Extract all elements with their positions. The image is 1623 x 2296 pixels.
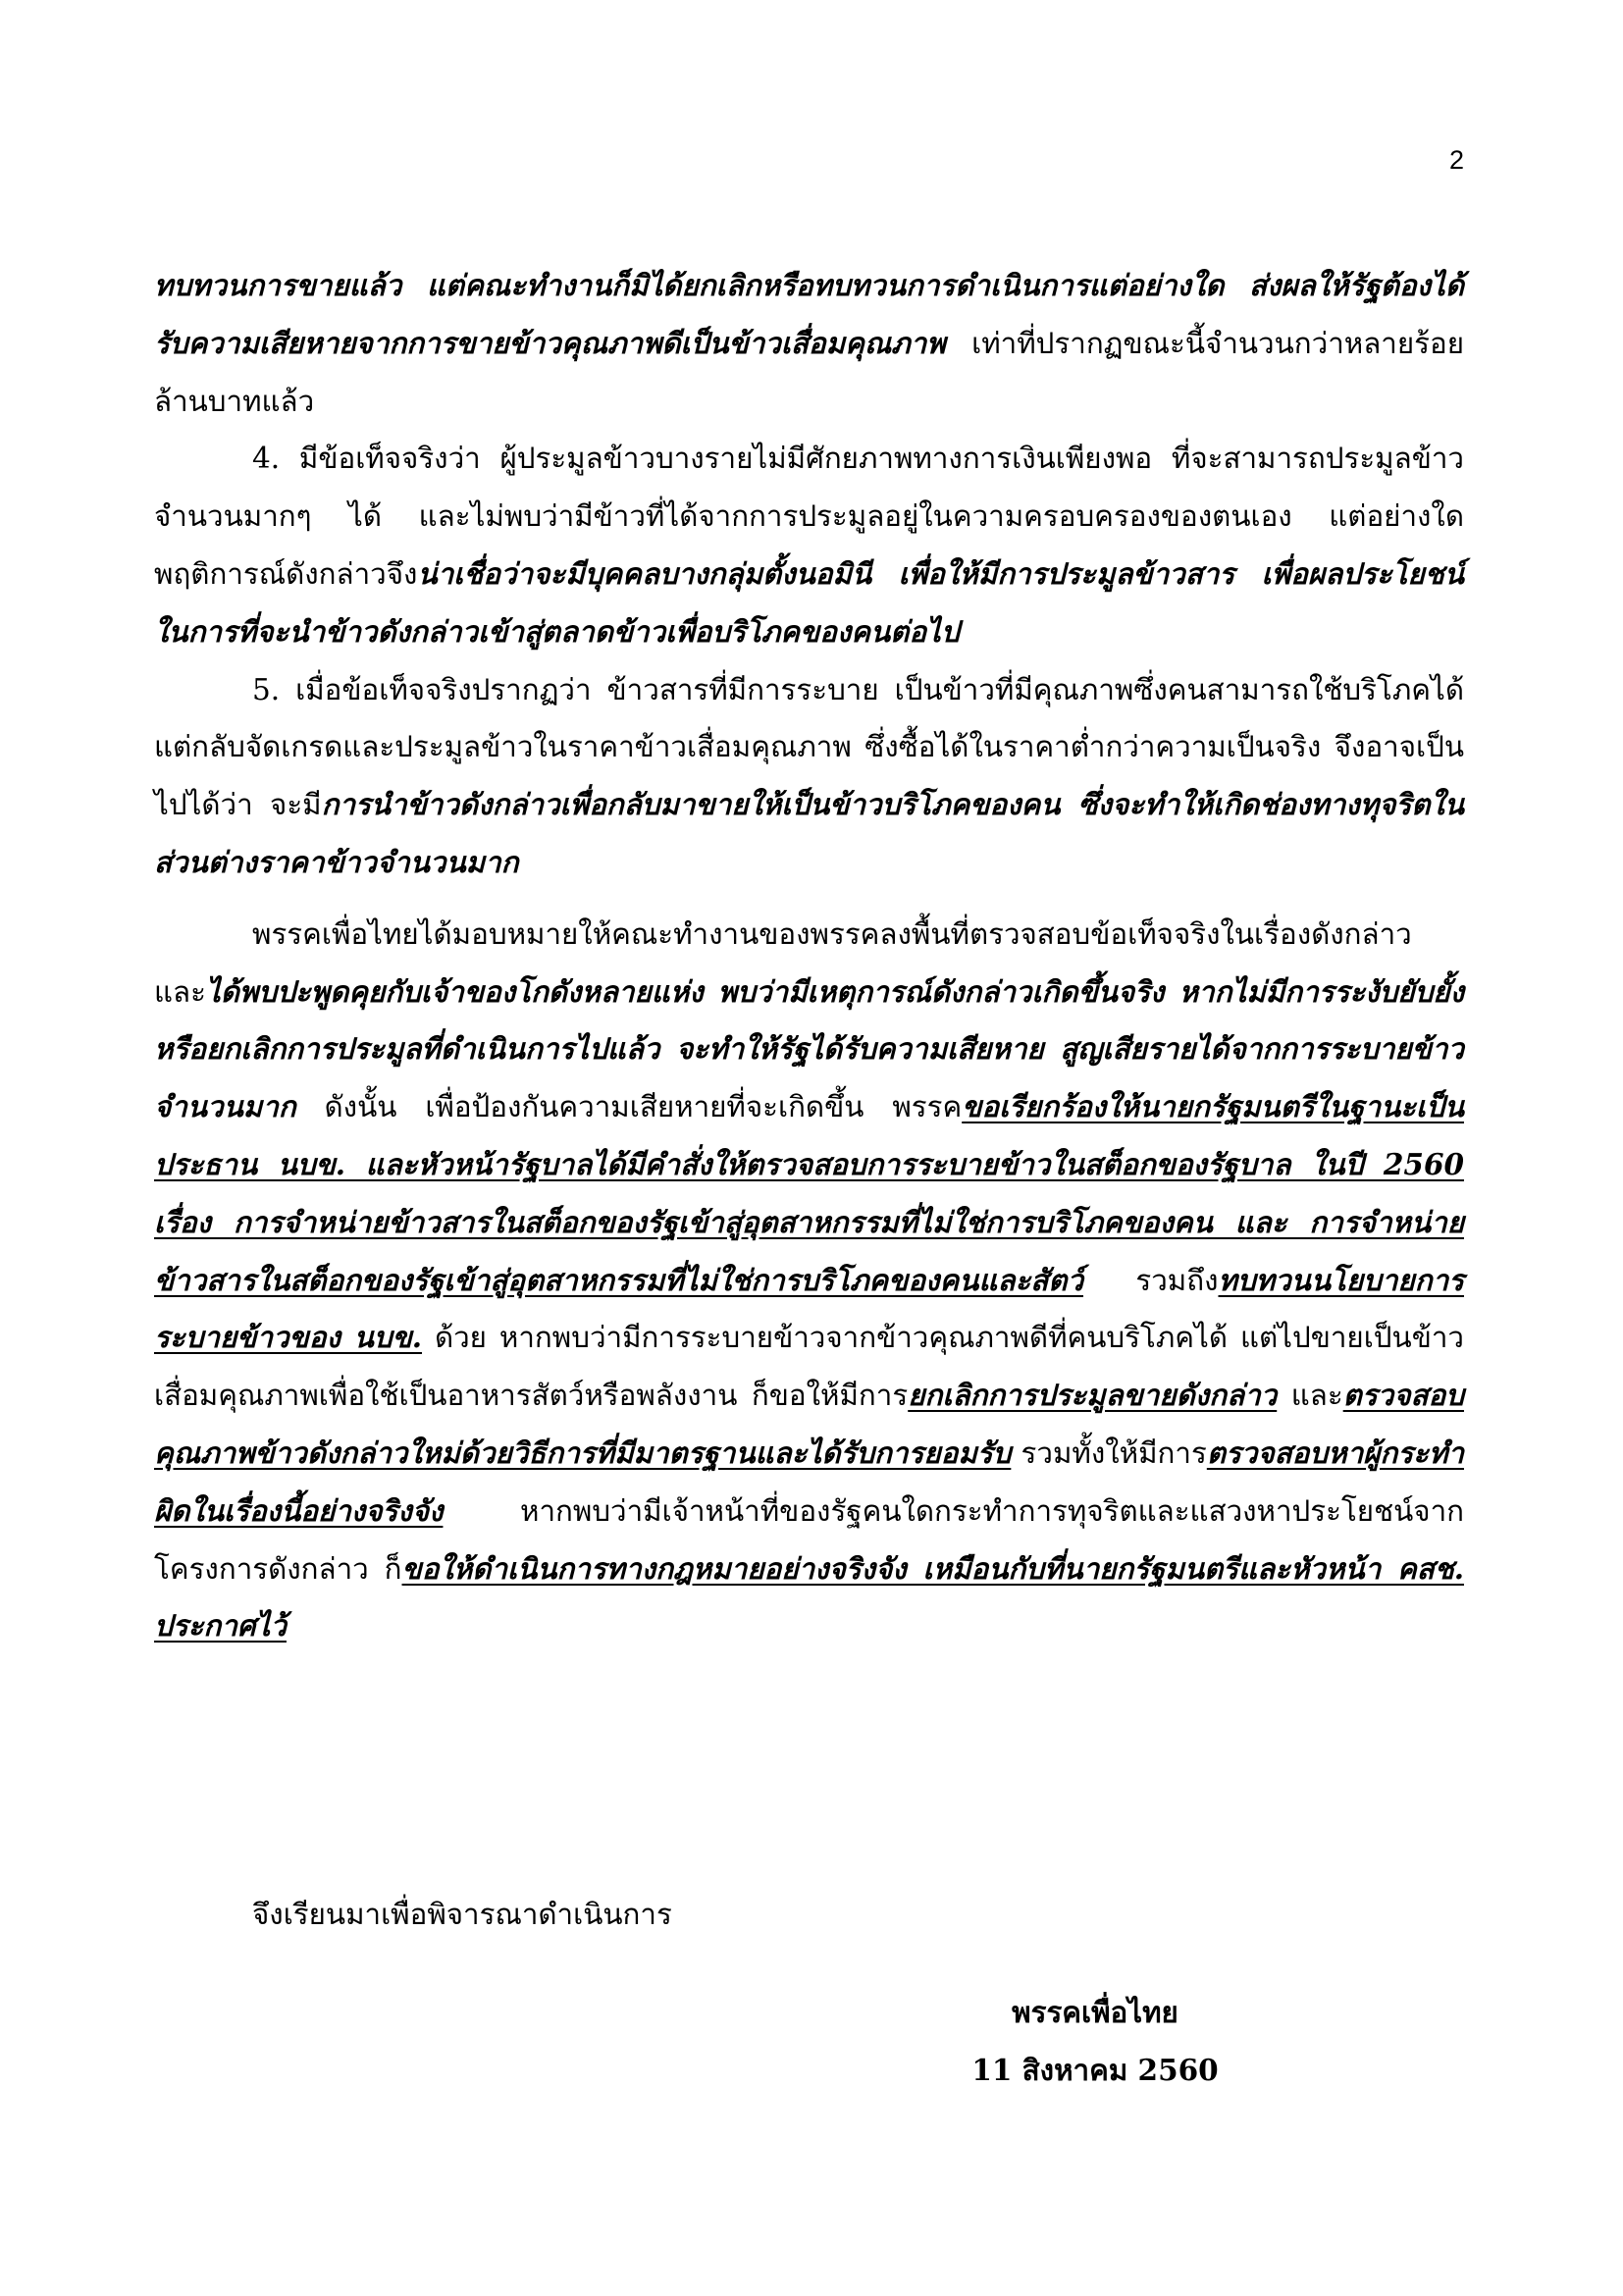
text-plain: และ	[1277, 1379, 1343, 1413]
document-body	[154, 257, 1464, 1655]
closing-line: จึงเรียนมาเพื่อพิจารณาดำเนินการ	[252, 1898, 672, 1931]
text-plain: รวมถึง	[1083, 1263, 1219, 1297]
text-underlined-emphasis: ตรวจสอบหาผู้กระทำผิดในเรื่องนี้อย่างจริงจัง	[154, 1435, 1464, 1528]
text-plain: หากพบว่ามีเจ้าหน้าที่ของรัฐคนใดกระทำการทุจริตและแสวงหาประโยชน์จากโครงการดังกล่าว ก็	[154, 1493, 1464, 1586]
page-number: 2	[1448, 145, 1464, 175]
text-plain: รวมทั้งให้มีการ	[1011, 1435, 1207, 1470]
text-plain: เท่าที่ปรากฏขณะนี้จำนวนกว่าหลายร้อยล้านบาทแล้ว	[154, 326, 1464, 418]
paragraph-continuation	[154, 257, 1464, 430]
paragraph-item-5	[154, 661, 1464, 892]
text-underlined-emphasis: ยกเลิกการประมูลขายดังกล่าว	[908, 1378, 1278, 1413]
text-underlined-emphasis: ขอให้ดำเนินการทางกฎหมายอย่างจริงจัง เหมือนกับที่นายกรัฐมนตรีและหัวหน้า คสช. ประกาศไว้	[154, 1550, 1464, 1644]
signature-date: 11 สิงหาคม 2560	[971, 2052, 1219, 2087]
text-plain: ด้วย หากพบว่ามีการระบายข้าวจากข้าวคุณภาพดีที่คนบริโภคได้ แต่ไปขายเป็นข้าวเสื่อมคุณภาพเพื่อใช้เป็นอาหารสัตว์หรือพลังงาน ก็ขอให้มีการ	[154, 1321, 1464, 1413]
text-underlined-emphasis: ทบทวนนโยบายการระบายข้าวของ นบข.	[154, 1262, 1464, 1355]
signature-block	[889, 1984, 1301, 2100]
paragraph-demands	[154, 906, 1464, 1655]
text-emphasis: ได้พบปะพูดคุยกับเจ้าของโกดังหลายแห่ง พบว่ามีเหตุการณ์ดังกล่าวเกิดขึ้นจริง หากไม่มีการระงับยับยั้งหรือยกเลิกการประมูลที่ดำเนินการไปแล้ว จะทำให้รัฐได้รับความเสียหาย สูญเสียรายได้จากการระบายข้าวจำนวนมาก	[154, 973, 1464, 1124]
text-plain: 4. มีข้อเท็จจริงว่า ผู้ประมูลข้าวบางรายไม่มีศักยภาพทางการเงินเพียงพอ ที่จะสามารถประมูลข้าวจำนวนมากๆ ได้ และไม่พบว่ามีข้าวที่ได้จากการประมูลอยู่ในความครอบครองของตนเอง แต่อย่างใด พฤติการณ์ดังกล่าวจึง	[154, 442, 1464, 591]
text-emphasis: ทบทวนการขายแล้ว แต่คณะทำงานก็มิได้ยกเลิกหรือทบทวนการดำเนินการแต่อย่างใด ส่งผลให้รัฐต้องได้รับความเสียหายจากการขายข้าวคุณภาพดีเป็นข้าวเสื่อมคุณภาพ	[154, 268, 1464, 360]
signature-party: พรรคเพื่อไทย	[1012, 1995, 1178, 2029]
text-emphasis: การนำข้าวดังกล่าวเพื่อกลับมาขายให้เป็นข้าวบริโภคของคน ซึ่งจะทำให้เกิดช่องทางทุจริตในส่วนต่างราคาข้าวจำนวนมาก	[154, 787, 1464, 879]
paragraph-item-4	[154, 430, 1464, 660]
text-plain: 5. เมื่อข้อเท็จจริงปรากฏว่า ข้าวสารที่มีการระบาย เป็นข้าวที่มีคุณภาพซึ่งคนสามารถใช้บริโภคได้ แต่กลับจัดเกรดและประมูลข้าวในราคาข้าวเสื่อมคุณภาพ ซึ่งซื้อได้ในราคาต่ำกว่าความเป็นจริง จึงอาจเป็นไปได้ว่า จะมี	[154, 672, 1464, 822]
text-underlined-emphasis: ขอเรียกร้องให้นายกรัฐมนตรีในฐานะเป็นประธาน นบข. และหัวหน้ารัฐบาลได้มีคำสั่งให้ตรวจสอบการระบายข้าวในสต็อกของรัฐบาล ในปี 2560 เรื่อง การจำหน่ายข้าวสารในสต็อกของรัฐเข้าสู่อุตสาหกรรมที่ไม่ใช่การบริโภคของคน และ การจำหน่ายข้าวสารในสต็อกของรัฐเข้าสู่อุตสาหกรรมที่ไม่ใช่การบริโภคของคนและสัตว์	[154, 1089, 1464, 1297]
text-plain: พรรคเพื่อไทยได้มอบหมายให้คณะทำงานของพรรคลงพื้นที่ตรวจสอบข้อเท็จจริงในเรื่องดังกล่าว และ	[154, 916, 1412, 1009]
text-underlined-emphasis: ตรวจสอบคุณภาพข้าวดังกล่าวใหม่ด้วยวิธีการที่มีมาตรฐานและได้รับการยอมรับ	[154, 1378, 1464, 1470]
text-plain: ดังนั้น เพื่อป้องกันความเสียหายที่จะเกิดขึ้น พรรค	[295, 1090, 963, 1124]
text-emphasis: น่าเชื่อว่าจะมีบุคคลบางกลุ่มตั้งนอมินี เพื่อให้มีการประมูลข้าวสาร เพื่อผลประโยชน์ในการที่จะนำข้าวดังกล่าวเข้าสู่ตลาดข้าวเพื่อบริโภคของคนต่อไป	[154, 555, 1464, 649]
